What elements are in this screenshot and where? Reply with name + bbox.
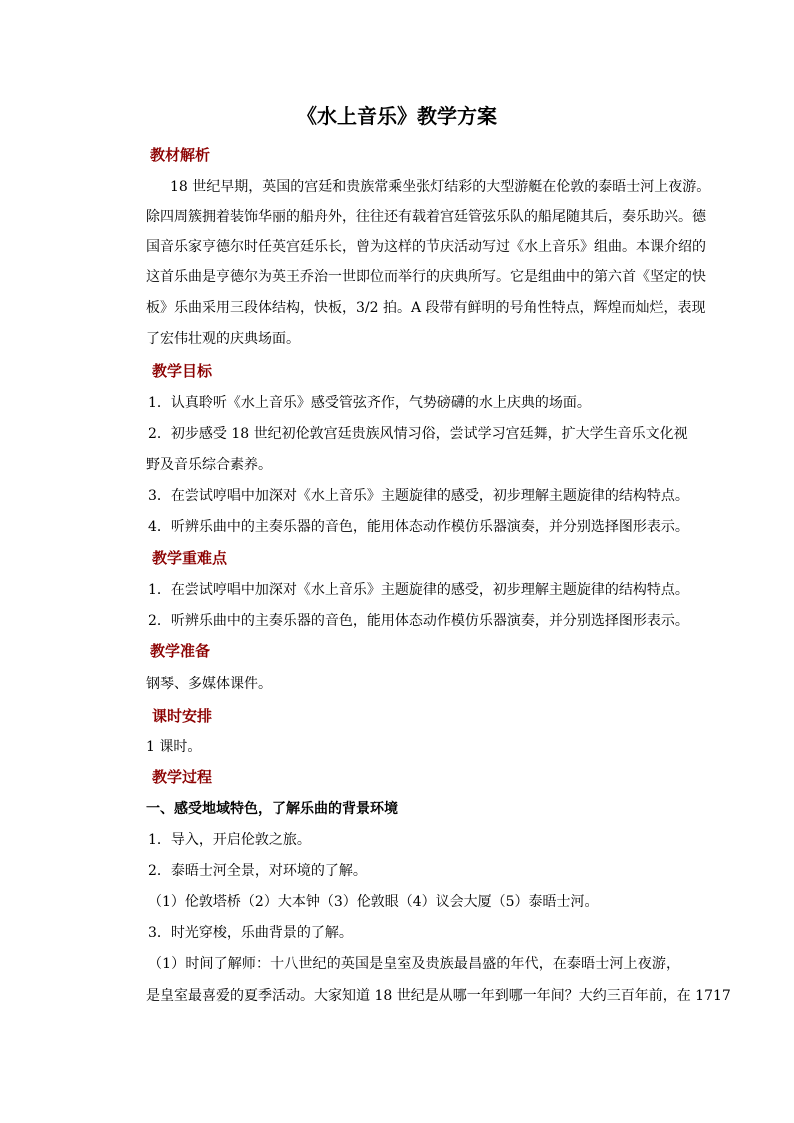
list-item: （1）伦敦塔桥（2）大本钟（3）伦敦眼（4）议会大厦（5）泰晤士河。 [148, 894, 599, 910]
list-item: 1．在尝试哼唱中加深对《水上音乐》主题旋律的感受，初步理解主题旋律的结构特点。 [148, 582, 689, 598]
section-heading-key-points: 教学重难点 [152, 549, 228, 567]
paragraph-line: 1 课时。 [146, 739, 202, 755]
list-item-continuation: 野及音乐综合素养。 [146, 457, 272, 473]
section-heading-process: 教学过程 [152, 768, 213, 786]
paragraph-line: （1）时间了解师：十八世纪的英国是皇室及贵族最昌盛的年代，在泰晤士河上夜游， [148, 956, 680, 972]
list-item: 4．听辨乐曲中的主奏乐器的音色，能用体态动作模仿乐器演奏，并分别选择图形表示。 [148, 519, 689, 535]
section-heading-preparation: 教学准备 [150, 642, 211, 660]
list-item: 2．初步感受 18 世纪初伦敦宫廷贵族风情习俗，尝试学习宫廷舞，扩大学生音乐文化视 [148, 426, 688, 442]
paragraph-line: 除四周簇拥着装饰华丽的船舟外，往往还有载着宫廷管弦乐队的船尾随其后，奏乐助兴。德 [146, 209, 706, 225]
section-heading-analysis: 教材解析 [150, 146, 211, 164]
list-item: 1．认真聆听《水上音乐》感受管弦齐作，气势磅礴的水上庆典的场面。 [148, 395, 591, 411]
list-item: 2．听辨乐曲中的主奏乐器的音色，能用体态动作模仿乐器演奏，并分别选择图形表示。 [148, 613, 689, 629]
list-item: 2．泰晤士河全景，对环境的了解。 [148, 863, 367, 879]
paragraph-line: 国音乐家亨德尔时任英宫廷乐长，曾为这样的节庆活动写过《水上音乐》组曲。本课介绍的 [146, 239, 706, 255]
paragraph-line: 了宏伟壮观的庆典场面。 [146, 331, 300, 347]
paragraph-line: 这首乐曲是亨德尔为英王乔治一世即位而举行的庆典所写。它是组曲中的第六首《坚定的快 [146, 269, 706, 285]
process-subheading: 一、感受地域特色，了解乐曲的背景环境 [146, 801, 398, 817]
paragraph-line: 18 世纪早期，英国的宫廷和贵族常乘坐张灯结彩的大型游艇在伦敦的泰晤士河上夜游。 [170, 179, 711, 195]
paragraph-line: 板》乐曲采用三段体结构，快板，3/2 拍。A 段带有鲜明的号角性特点，辉煌而灿烂，表现 [146, 300, 706, 316]
paragraph-line: 钢琴、多媒体课件。 [146, 676, 272, 692]
document-title: 《水上音乐》教学方案 [297, 104, 497, 128]
list-item: 3．在尝试哼唱中加深对《水上音乐》主题旋律的感受，初步理解主题旋律的结构特点。 [148, 488, 689, 504]
section-heading-goals: 教学目标 [152, 362, 213, 380]
section-heading-schedule: 课时安排 [152, 707, 213, 725]
list-item: 1．导入，开启伦敦之旅。 [148, 832, 311, 848]
paragraph-line: 是皇室最喜爱的夏季活动。大家知道 18 世纪是从哪一年到哪一年间？大约三百年前，在 1717 [146, 988, 731, 1004]
list-item: 3．时光穿梭，乐曲背景的了解。 [148, 925, 353, 941]
